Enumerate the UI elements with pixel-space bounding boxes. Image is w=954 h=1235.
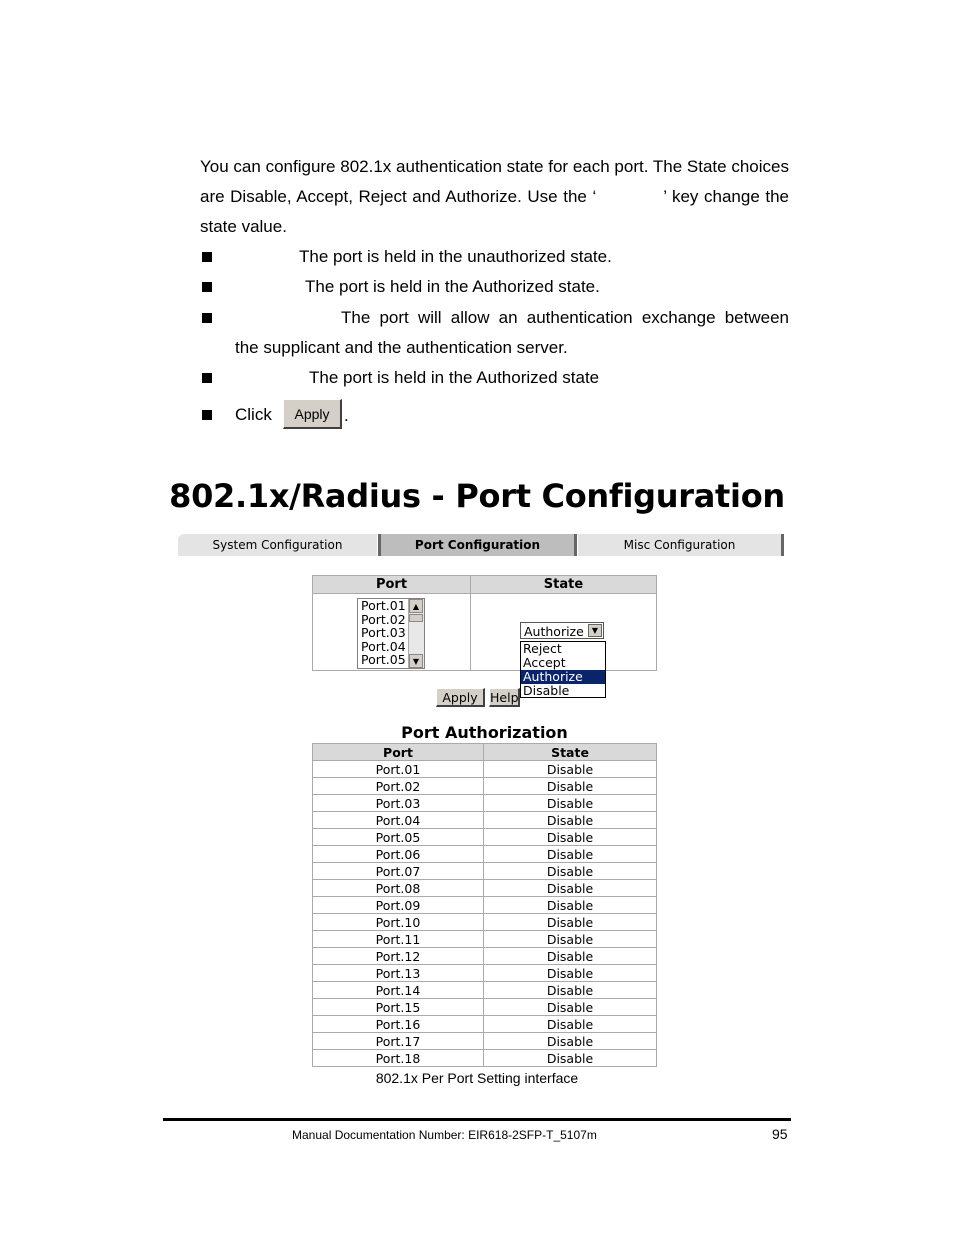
bullet-square-icon [202, 313, 212, 323]
state-dropdown [520, 641, 606, 698]
auth-port-cell: Port.16 [313, 1016, 484, 1033]
auth-state-cell: Disable [484, 880, 657, 897]
auth-state-cell: Disable [484, 965, 657, 982]
auth-state-cell: Disable [484, 795, 657, 812]
auth-state-cell: Disable [484, 812, 657, 829]
table-row [313, 1050, 657, 1067]
bullet-square-icon [202, 373, 212, 383]
auth-port-cell: Port.15 [313, 999, 484, 1016]
auth-state-cell: Disable [484, 761, 657, 778]
auth-port-cell: Port.13 [313, 965, 484, 982]
auth-state-cell: Disable [484, 931, 657, 948]
bullet-square-icon [202, 410, 212, 420]
auth-port-cell: Port.11 [313, 931, 484, 948]
table-row [313, 965, 657, 982]
port-list[interactable] [357, 598, 425, 669]
apply-button-image[interactable]: Apply [283, 399, 342, 429]
auth-port-cell: Port.10 [313, 914, 484, 931]
port-list-cell [313, 594, 471, 671]
auth-port-cell: Port.18 [313, 1050, 484, 1067]
click-suffix: . [344, 406, 349, 425]
auth-state-cell: Disable [484, 1033, 657, 1050]
state-header: State [471, 576, 657, 594]
auth-port-cell: Port.07 [313, 863, 484, 880]
table-row [313, 829, 657, 846]
auth-state-cell: Disable [484, 948, 657, 965]
port-list-item[interactable]: Port.03 [361, 625, 406, 641]
auth-state-cell: Disable [484, 897, 657, 914]
footer-rule [163, 1118, 791, 1121]
chevron-down-icon[interactable]: ▼ [588, 624, 602, 637]
auth-state-cell: Disable [484, 829, 657, 846]
table-row [313, 795, 657, 812]
port-list-item[interactable]: Port.04 [361, 638, 406, 654]
auth-state-cell: Disable [484, 778, 657, 795]
state-option-authorize[interactable]: Authorize [521, 670, 605, 684]
table-row [313, 914, 657, 931]
auth-port-cell: Port.05 [313, 829, 484, 846]
tab-misc-configuration[interactable]: Misc Configuration [578, 534, 784, 556]
auth-port-cell: Port.09 [313, 897, 484, 914]
footer-text: Manual Documentation Number: EIR618-2SFP-T_5107m [292, 1128, 597, 1142]
table-row [313, 863, 657, 880]
table-row [313, 897, 657, 914]
port-header: Port [313, 576, 471, 594]
tab-bar [178, 534, 784, 556]
state-select-value: Authorize [524, 624, 584, 639]
table-row [313, 880, 657, 897]
scrollbar[interactable] [408, 599, 424, 668]
bullet-text: The port is held in the unauthorized state. [299, 247, 612, 266]
intro-paragraph: You can configure 802.1x authentication state for each port. The State choices are Disable, Accept, Reject and Authorize. Use the ‘ ’ key change the state value. [200, 157, 789, 236]
auth-port-cell: Port.01 [313, 761, 484, 778]
table-row [313, 982, 657, 999]
bullet-text: The port is held in the Authorized state [309, 368, 600, 387]
scroll-down-icon[interactable]: ▼ [409, 654, 423, 668]
tab-port-configuration[interactable]: Port Configuration [378, 534, 577, 556]
figure-caption: 802.1x Per Port Setting interface [375, 1070, 579, 1086]
auth-state-cell: Disable [484, 914, 657, 931]
auth-port-cell: Port.06 [313, 846, 484, 863]
auth-state-cell: Disable [484, 999, 657, 1016]
auth-state-cell: Disable [484, 1016, 657, 1033]
bullet-text: The port is held in the Authorized state. [305, 277, 600, 296]
auth-port-cell: Port.04 [313, 812, 484, 829]
table-row [313, 1033, 657, 1050]
auth-port-cell: Port.03 [313, 795, 484, 812]
auth-port-header: Port [313, 744, 484, 761]
bullet-text-continued: the supplicant and the authentication server. [235, 338, 568, 357]
table-row [313, 846, 657, 863]
table-row [313, 1016, 657, 1033]
state-select[interactable] [520, 622, 604, 639]
state-option-reject[interactable]: Reject [523, 641, 562, 656]
apply-button[interactable]: Apply [436, 688, 485, 707]
state-option-accept[interactable]: Accept [523, 655, 566, 670]
scroll-thumb[interactable] [409, 614, 423, 622]
auth-port-cell: Port.12 [313, 948, 484, 965]
auth-state-header: State [484, 744, 657, 761]
tab-system-configuration[interactable]: System Configuration [178, 534, 377, 556]
bullet-square-icon [202, 282, 212, 292]
page-number: 95 [772, 1126, 788, 1142]
auth-state-cell: Disable [484, 1050, 657, 1067]
port-authorization-title: Port Authorization [401, 723, 568, 742]
page-title: 802.1x/Radius - Port Configuration [169, 477, 785, 515]
port-list-item[interactable]: Port.05 [361, 652, 406, 668]
table-row [313, 761, 657, 778]
table-row [313, 778, 657, 795]
port-authorization-table [312, 743, 657, 1067]
bullet-text: The port will allow an authentication exchange between [341, 308, 789, 327]
table-row [313, 931, 657, 948]
help-button[interactable]: Help [490, 690, 519, 705]
port-list-item[interactable]: Port.01 [361, 598, 406, 613]
auth-port-cell: Port.14 [313, 982, 484, 999]
click-label: Click [235, 405, 272, 424]
auth-state-cell: Disable [484, 982, 657, 999]
state-option-disable[interactable]: Disable [523, 683, 570, 698]
auth-state-cell: Disable [484, 846, 657, 863]
bullet-square-icon [202, 252, 212, 262]
table-row [313, 948, 657, 965]
table-row [313, 999, 657, 1016]
auth-port-cell: Port.17 [313, 1033, 484, 1050]
scroll-up-icon[interactable]: ▲ [409, 599, 423, 613]
auth-state-cell: Disable [484, 863, 657, 880]
port-list-item[interactable]: Port.02 [361, 611, 406, 627]
auth-port-cell: Port.08 [313, 880, 484, 897]
auth-port-cell: Port.02 [313, 778, 484, 795]
table-row [313, 812, 657, 829]
